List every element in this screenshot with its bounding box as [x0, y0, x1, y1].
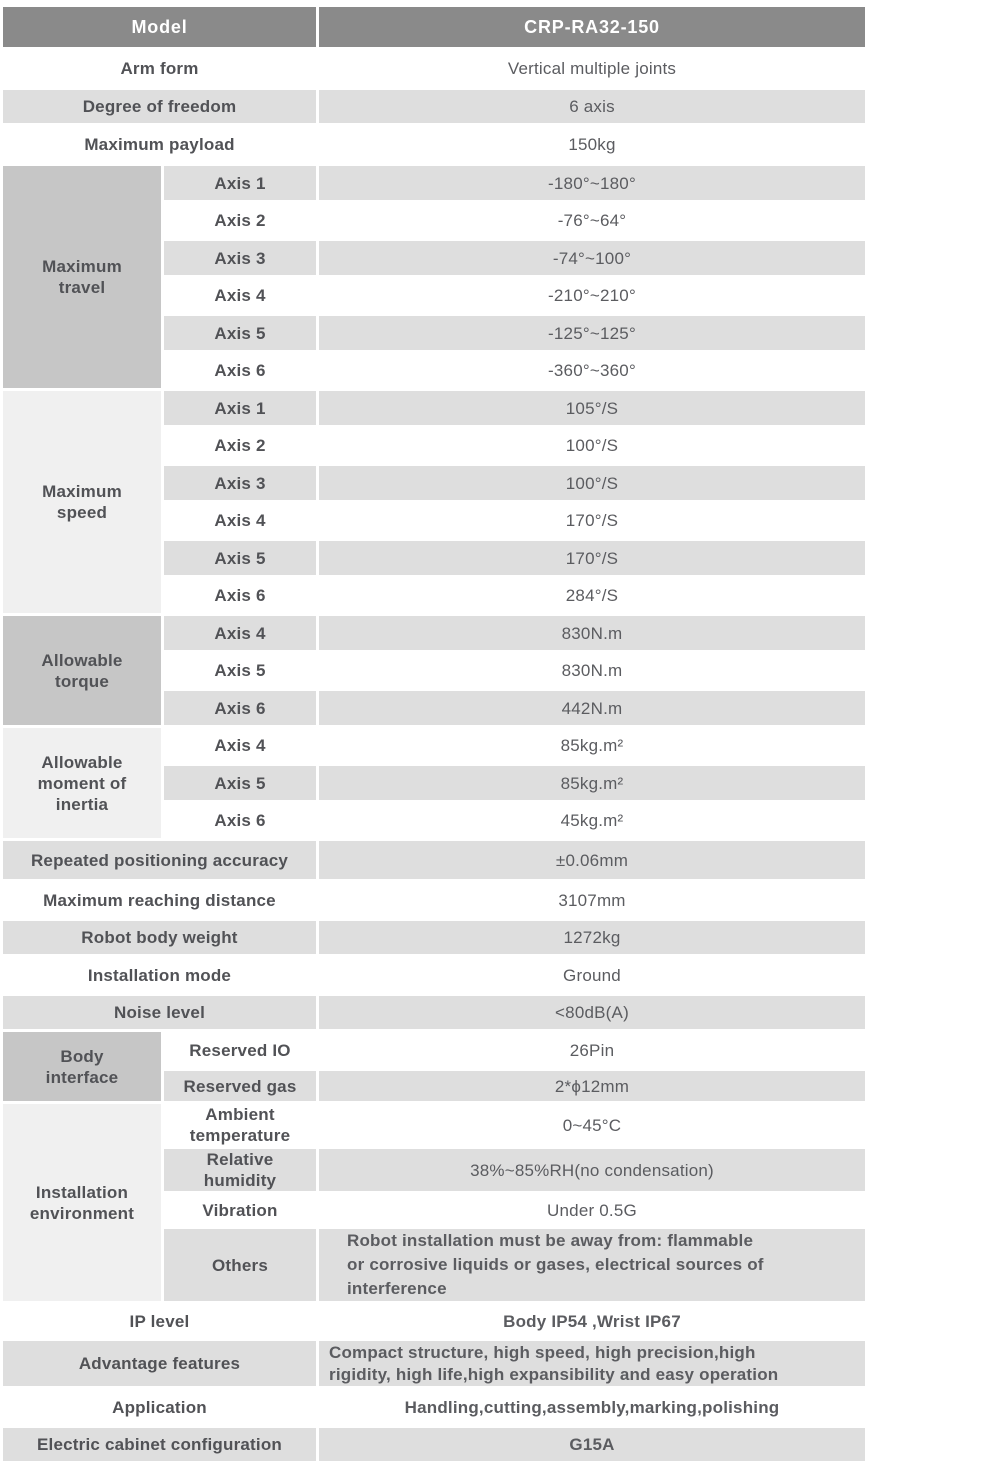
axis-value: -76°~64°	[557, 211, 627, 230]
spec-table	[0, 4, 868, 1464]
model-header-value: CRP-RA32-150	[319, 7, 865, 47]
spec-row-arm-form	[3, 50, 865, 87]
spec-row-ambient-temperature	[3, 1104, 865, 1146]
row-label: Application	[112, 1397, 207, 1417]
axis-value: 284°/S	[565, 586, 619, 605]
spec-row-electric-cabinet-configuration	[3, 1428, 865, 1461]
axis-value: -180°~180°	[319, 166, 865, 200]
axis-label: Axis 1	[164, 166, 316, 200]
axis-label: Axis 4	[214, 736, 266, 755]
group-header-maximum-speed: Maximum speed	[3, 391, 161, 613]
spec-row-torque-axis4	[3, 616, 865, 650]
spec-row-degree-of-freedom	[3, 90, 865, 123]
row-value: 2*ϕ12mm	[319, 1071, 865, 1101]
row-value: Body IP54 ,Wrist IP67	[503, 1311, 681, 1331]
row-value: <80dB(A)	[319, 996, 865, 1029]
axis-label: Axis 5	[164, 316, 316, 350]
row-label: Robot body weight	[3, 921, 316, 954]
row-value: 150kg	[568, 135, 616, 154]
row-value: 26Pin	[569, 1040, 615, 1060]
axis-label: Axis 5	[214, 661, 266, 680]
spec-row-maximum-payload	[3, 126, 865, 163]
row-label: Vibration	[202, 1200, 278, 1220]
row-value: Handling,cutting,assembly,marking,polishing	[404, 1397, 780, 1417]
advantage-value-line: Compact structure, high speed, high precision,high	[329, 1342, 756, 1362]
axis-value: 100°/S	[319, 466, 865, 500]
row-label: Noise level	[3, 996, 316, 1029]
row-value: Vertical multiple joints	[507, 59, 677, 78]
row-label: IP level	[129, 1311, 190, 1331]
row-value: 1272kg	[319, 921, 865, 954]
axis-label: Axis 2	[214, 436, 266, 455]
axis-value: 170°/S	[319, 541, 865, 575]
advantage-value-line: rigidity, high life,high expansibility and easy operation	[329, 1364, 779, 1384]
group-header-allowable-torque: Allowable torque	[3, 616, 161, 725]
axis-label: Axis 2	[214, 211, 266, 230]
row-label: Reserved gas	[164, 1071, 316, 1101]
axis-label: Axis 6	[214, 811, 266, 830]
axis-value: 100°/S	[565, 436, 619, 455]
row-label: Electric cabinet configuration	[3, 1428, 316, 1461]
spec-row-repeated-positioning-accuracy	[3, 841, 865, 879]
row-value: Under 0.5G	[547, 1200, 637, 1220]
axis-value: 830N.m	[319, 616, 865, 650]
axis-value: 85kg.m²	[319, 766, 865, 800]
axis-label: Axis 6	[214, 361, 266, 380]
axis-value: 830N.m	[561, 661, 623, 680]
axis-label: Axis 5	[164, 541, 316, 575]
axis-value: -210°~210°	[548, 286, 636, 305]
others-value-line: or corrosive liquids or gases, electrical sources of	[347, 1255, 764, 1274]
row-value: 3107mm	[558, 890, 626, 910]
row-value: 0~45°C	[562, 1115, 622, 1135]
row-label: Repeated positioning accuracy	[3, 841, 316, 879]
axis-value: 105°/S	[319, 391, 865, 425]
axis-value: -74°~100°	[319, 241, 865, 275]
row-value: 38%~85%RH(no condensation)	[319, 1149, 865, 1191]
others-value-line: Robot installation must be away from: flammable	[347, 1231, 754, 1250]
axis-value: -360°~360°	[548, 361, 636, 380]
axis-label: Axis 4	[214, 286, 266, 305]
row-value: G15A	[319, 1428, 865, 1461]
group-header-installation-environment: Installation environment	[3, 1104, 161, 1301]
axis-value: 85kg.m²	[560, 736, 624, 755]
axis-value: 170°/S	[565, 511, 619, 530]
axis-label: Axis 1	[164, 391, 316, 425]
axis-label: Axis 6	[214, 586, 266, 605]
group-header-body-interface: Body interface	[3, 1032, 161, 1101]
row-label: Others	[164, 1229, 316, 1301]
row-label: Degree of freedom	[3, 90, 316, 123]
spec-row-advantage-features	[3, 1341, 865, 1386]
axis-value: -125°~125°	[319, 316, 865, 350]
spec-row-application	[3, 1389, 865, 1425]
row-label: Installation mode	[87, 965, 232, 985]
axis-label: Axis 3	[164, 466, 316, 500]
axis-label: Axis 3	[164, 241, 316, 275]
row-label: Maximum reaching distance	[43, 890, 276, 910]
row-label: Relative humidity	[164, 1149, 316, 1191]
row-value	[319, 1229, 865, 1301]
spec-row-noise-level	[3, 996, 865, 1029]
model-header-row	[3, 7, 865, 47]
group-header-maximum-travel: Maximum travel	[3, 166, 161, 388]
spec-row-ip-level	[3, 1304, 865, 1338]
others-value-line: interference	[347, 1279, 447, 1298]
row-value: Ground	[563, 965, 621, 985]
group-header-allowable-moment-of-inertia: Allowable moment of inertia	[3, 728, 161, 838]
row-label: Ambient temperature	[189, 1105, 291, 1145]
axis-label: Axis 5	[164, 766, 316, 800]
row-value	[319, 1341, 865, 1386]
axis-label: Axis 4	[164, 616, 316, 650]
row-value: 6 axis	[319, 90, 865, 123]
row-label: Advantage features	[3, 1341, 316, 1386]
row-value: ±0.06mm	[319, 841, 865, 879]
axis-label: Axis 4	[214, 511, 266, 530]
spec-row-inertia-axis4	[3, 728, 865, 763]
spec-row-reserved-io	[3, 1032, 865, 1068]
row-label: Maximum payload	[84, 135, 235, 154]
spec-row-travel-axis1	[3, 166, 865, 200]
axis-value: 442N.m	[319, 691, 865, 725]
row-label: Arm form	[120, 59, 199, 78]
axis-value: 45kg.m²	[560, 811, 624, 830]
row-label: Reserved IO	[189, 1040, 291, 1060]
spec-row-maximum-reaching-distance	[3, 882, 865, 918]
spec-row-installation-mode	[3, 957, 865, 993]
spec-row-speed-axis1	[3, 391, 865, 425]
model-header-label: Model	[3, 7, 316, 47]
axis-label: Axis 6	[164, 691, 316, 725]
spec-row-robot-body-weight	[3, 921, 865, 954]
